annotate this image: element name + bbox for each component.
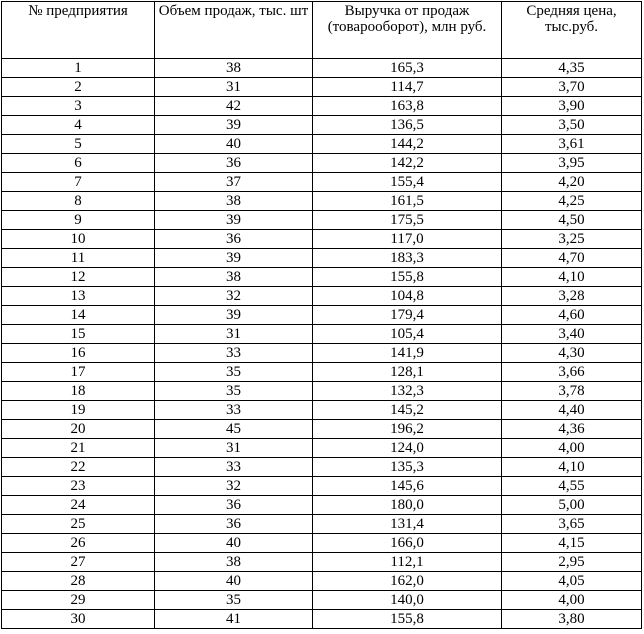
cell-sales-volume: 38 [155,268,313,287]
cell-sales-volume: 33 [155,458,313,477]
cell-enterprise-number: 27 [2,553,155,572]
cell-sales-revenue: 161,5 [313,192,502,211]
cell-average-price: 3,28 [502,287,642,306]
cell-enterprise-number: 12 [2,268,155,287]
cell-sales-revenue: 104,8 [313,287,502,306]
cell-average-price: 4,70 [502,249,642,268]
cell-enterprise-number: 3 [2,97,155,116]
table-row [2,363,642,382]
table-row [2,325,642,344]
cell-sales-volume: 36 [155,230,313,249]
cell-average-price: 4,20 [502,173,642,192]
cell-sales-revenue: 180,0 [313,496,502,515]
cell-average-price: 5,00 [502,496,642,515]
cell-sales-volume: 38 [155,553,313,572]
cell-enterprise-number: 11 [2,249,155,268]
cell-enterprise-number: 30 [2,610,155,629]
cell-sales-revenue: 105,4 [313,325,502,344]
cell-average-price: 4,55 [502,477,642,496]
cell-sales-revenue: 179,4 [313,306,502,325]
cell-enterprise-number: 7 [2,173,155,192]
cell-enterprise-number: 18 [2,382,155,401]
table-row [2,458,642,477]
cell-sales-revenue: 114,7 [313,78,502,97]
cell-sales-revenue: 155,8 [313,610,502,629]
cell-enterprise-number: 14 [2,306,155,325]
cell-sales-volume: 41 [155,610,313,629]
cell-enterprise-number: 24 [2,496,155,515]
cell-enterprise-number: 19 [2,401,155,420]
table-row [2,154,642,173]
header-sales-volume: Объем продаж, тыс. шт [155,2,313,59]
enterprise-sales-table [1,1,642,629]
table-row [2,230,642,249]
table-row [2,59,642,78]
cell-sales-revenue: 165,3 [313,59,502,78]
cell-sales-volume: 32 [155,287,313,306]
table-row [2,135,642,154]
cell-average-price: 4,50 [502,211,642,230]
cell-enterprise-number: 20 [2,420,155,439]
cell-sales-volume: 37 [155,173,313,192]
cell-enterprise-number: 28 [2,572,155,591]
table-row [2,78,642,97]
cell-sales-volume: 38 [155,192,313,211]
cell-sales-revenue: 144,2 [313,135,502,154]
cell-average-price: 3,78 [502,382,642,401]
cell-sales-volume: 35 [155,363,313,382]
header-enterprise-number: № предприятия [2,2,155,59]
cell-average-price: 3,61 [502,135,642,154]
cell-sales-volume: 36 [155,515,313,534]
cell-sales-volume: 39 [155,116,313,135]
cell-sales-volume: 45 [155,420,313,439]
table-row [2,116,642,135]
cell-average-price: 3,50 [502,116,642,135]
cell-sales-volume: 40 [155,534,313,553]
table-row [2,192,642,211]
cell-enterprise-number: 8 [2,192,155,211]
cell-sales-volume: 36 [155,496,313,515]
cell-sales-revenue: 112,1 [313,553,502,572]
cell-average-price: 4,25 [502,192,642,211]
cell-average-price: 4,35 [502,59,642,78]
cell-sales-revenue: 142,2 [313,154,502,173]
cell-sales-volume: 40 [155,572,313,591]
table-row [2,268,642,287]
cell-sales-volume: 42 [155,97,313,116]
cell-sales-revenue: 140,0 [313,591,502,610]
table-row [2,306,642,325]
cell-enterprise-number: 13 [2,287,155,306]
table-header-row [2,2,642,59]
cell-sales-revenue: 132,3 [313,382,502,401]
table-row [2,211,642,230]
table-row [2,534,642,553]
cell-sales-revenue: 136,5 [313,116,502,135]
cell-sales-revenue: 135,3 [313,458,502,477]
cell-sales-volume: 39 [155,306,313,325]
cell-average-price: 4,05 [502,572,642,591]
table-row [2,439,642,458]
cell-sales-volume: 31 [155,78,313,97]
table-body [2,59,642,629]
cell-enterprise-number: 21 [2,439,155,458]
cell-sales-revenue: 141,9 [313,344,502,363]
table-row [2,610,642,629]
cell-sales-volume: 33 [155,401,313,420]
cell-sales-volume: 35 [155,591,313,610]
cell-average-price: 4,00 [502,591,642,610]
cell-enterprise-number: 22 [2,458,155,477]
table-row [2,553,642,572]
cell-sales-revenue: 166,0 [313,534,502,553]
cell-sales-revenue: 131,4 [313,515,502,534]
table-row [2,97,642,116]
cell-average-price: 3,95 [502,154,642,173]
table-row [2,382,642,401]
cell-sales-revenue: 145,2 [313,401,502,420]
table-row [2,173,642,192]
cell-enterprise-number: 2 [2,78,155,97]
cell-sales-revenue: 155,4 [313,173,502,192]
cell-sales-volume: 33 [155,344,313,363]
cell-enterprise-number: 1 [2,59,155,78]
cell-sales-revenue: 163,8 [313,97,502,116]
cell-average-price: 3,90 [502,97,642,116]
cell-sales-volume: 36 [155,154,313,173]
cell-sales-volume: 32 [155,477,313,496]
cell-sales-volume: 31 [155,325,313,344]
cell-sales-volume: 38 [155,59,313,78]
cell-sales-revenue: 155,8 [313,268,502,287]
header-average-price: Средняя цена, тыс.руб. [502,2,642,59]
cell-average-price: 3,65 [502,515,642,534]
cell-sales-volume: 39 [155,249,313,268]
table-row [2,572,642,591]
cell-enterprise-number: 29 [2,591,155,610]
table-row [2,344,642,363]
header-sales-revenue: Выручка от продаж (товарооборот), млн руб. [313,2,502,59]
cell-enterprise-number: 4 [2,116,155,135]
cell-average-price: 4,15 [502,534,642,553]
table-row [2,477,642,496]
cell-average-price: 4,00 [502,439,642,458]
cell-enterprise-number: 16 [2,344,155,363]
cell-average-price: 4,30 [502,344,642,363]
cell-sales-volume: 31 [155,439,313,458]
table-row [2,591,642,610]
cell-average-price: 3,66 [502,363,642,382]
table-row [2,420,642,439]
cell-enterprise-number: 9 [2,211,155,230]
cell-sales-volume: 40 [155,135,313,154]
table-row [2,515,642,534]
cell-sales-revenue: 196,2 [313,420,502,439]
cell-enterprise-number: 10 [2,230,155,249]
cell-sales-volume: 35 [155,382,313,401]
table-row [2,287,642,306]
cell-enterprise-number: 23 [2,477,155,496]
cell-average-price: 3,40 [502,325,642,344]
cell-sales-revenue: 175,5 [313,211,502,230]
cell-average-price: 4,10 [502,268,642,287]
cell-average-price: 4,40 [502,401,642,420]
table-row [2,249,642,268]
cell-sales-volume: 39 [155,211,313,230]
cell-average-price: 2,95 [502,553,642,572]
cell-average-price: 4,60 [502,306,642,325]
cell-average-price: 4,36 [502,420,642,439]
cell-enterprise-number: 15 [2,325,155,344]
cell-average-price: 3,70 [502,78,642,97]
table-row [2,401,642,420]
cell-sales-revenue: 145,6 [313,477,502,496]
cell-sales-revenue: 128,1 [313,363,502,382]
cell-sales-revenue: 183,3 [313,249,502,268]
cell-enterprise-number: 6 [2,154,155,173]
cell-enterprise-number: 5 [2,135,155,154]
cell-sales-revenue: 117,0 [313,230,502,249]
cell-enterprise-number: 26 [2,534,155,553]
cell-sales-revenue: 124,0 [313,439,502,458]
cell-average-price: 4,10 [502,458,642,477]
table-row [2,496,642,515]
cell-enterprise-number: 17 [2,363,155,382]
cell-average-price: 3,80 [502,610,642,629]
cell-enterprise-number: 25 [2,515,155,534]
cell-sales-revenue: 162,0 [313,572,502,591]
cell-average-price: 3,25 [502,230,642,249]
